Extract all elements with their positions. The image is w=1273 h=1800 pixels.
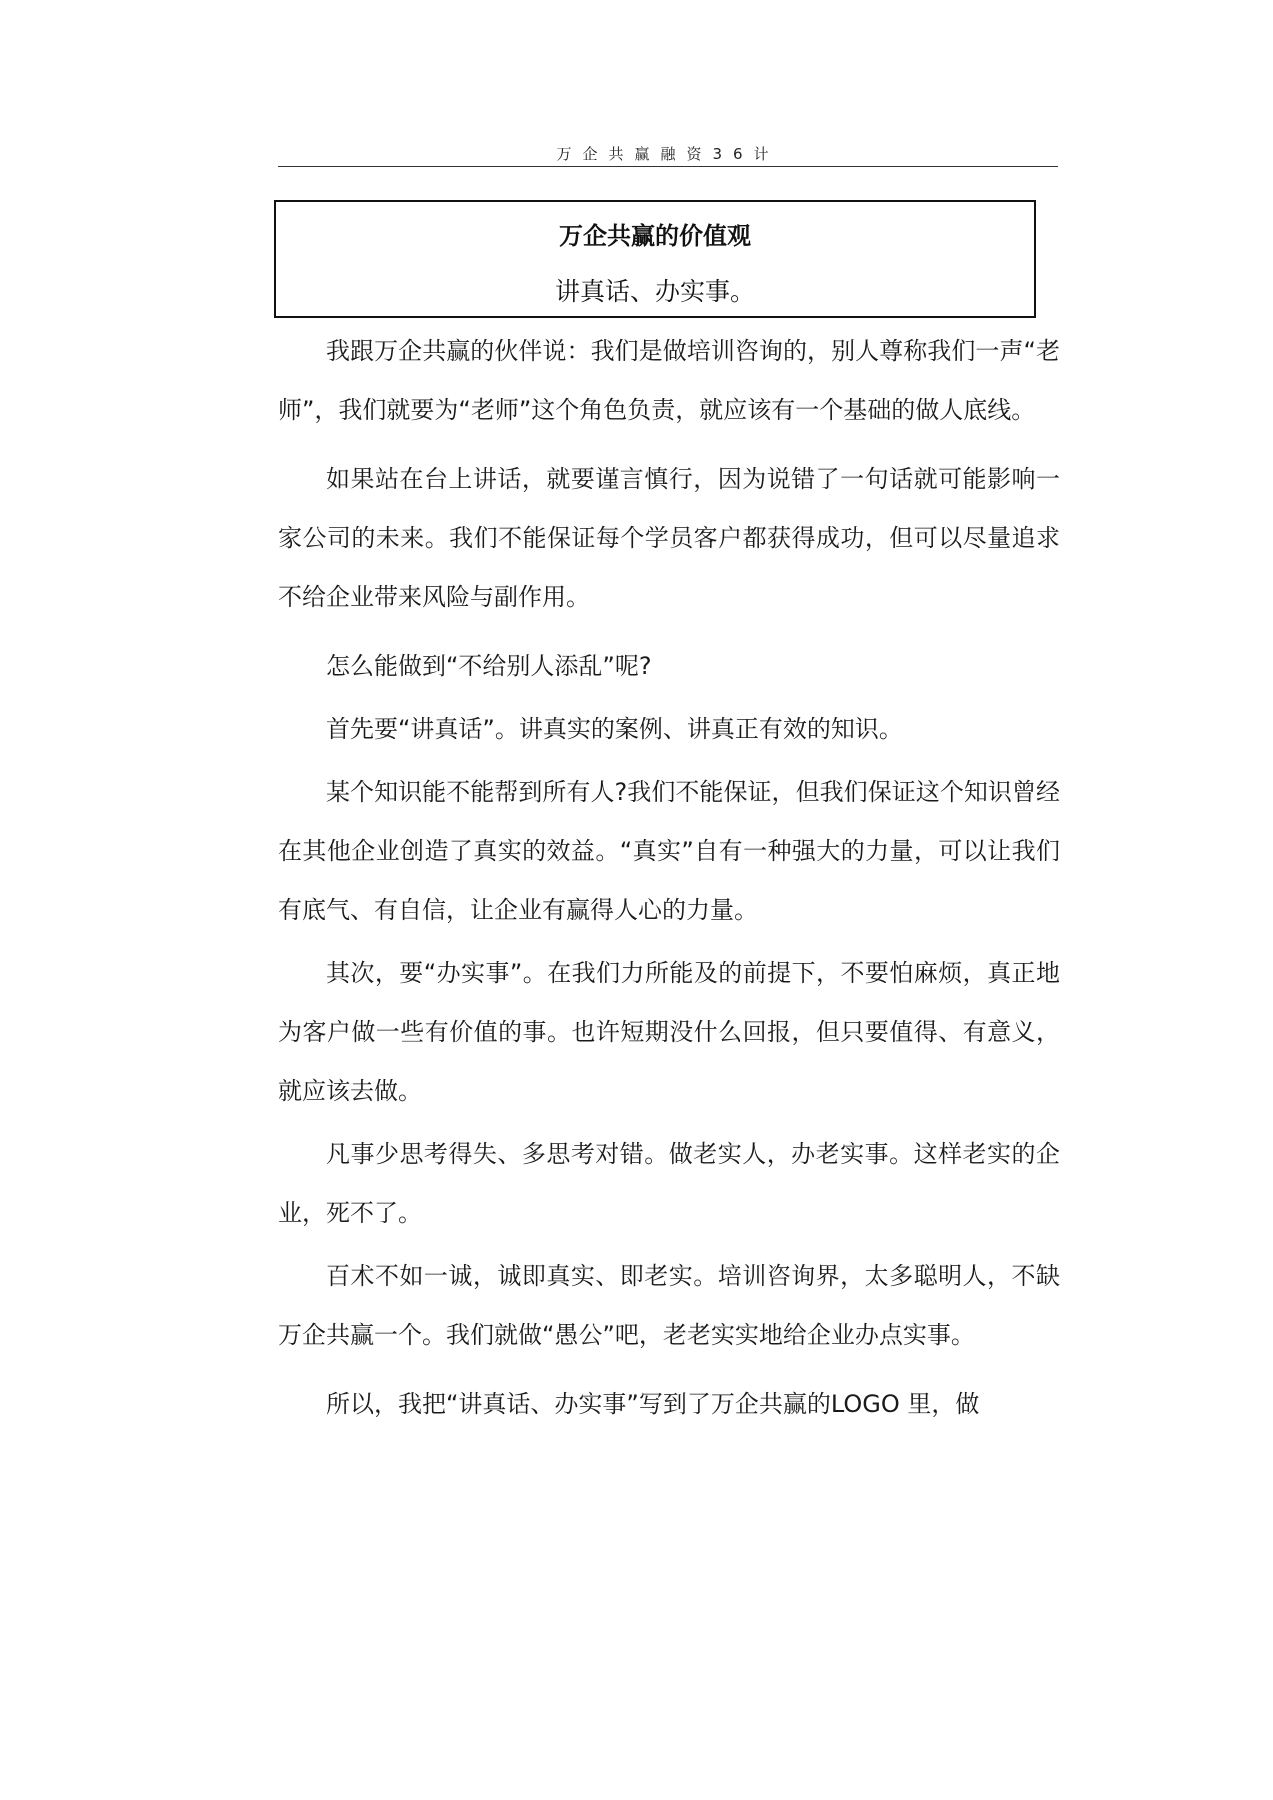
paragraph: 凡事少思考得失、多思考对错。做老实人，办老实事。这样老实的企业，死不了。	[278, 1140, 1060, 1227]
paragraph: 如果站在台上讲话，就要谨言慎行，因为说错了一句话就可能影响一家公司的未来。我们不能保证每个学员客户都获得成功，但可以尽量追求不给企业带来风险与副作用。	[278, 465, 1060, 611]
title-box	[274, 200, 1036, 318]
paragraph: 其次，要“办实事”。在我们力所能及的前提下，不要怕麻烦，真正地为客户做一些有价值的事。也许短期没什么回报，但只要值得、有意义，就应该去做。	[278, 959, 1060, 1105]
running-header: 万企共赢融资36计	[556, 145, 780, 163]
box-title: 万企共赢的价值观	[559, 222, 751, 250]
paragraph: 百术不如一诚，诚即真实、即老实。培训咨询界，太多聪明人，不缺万企共赢一个。我们就做“愚公”吧，老老实实地给企业办点实事。	[278, 1262, 1060, 1349]
paragraph: 我跟万企共赢的伙伴说：我们是做培训咨询的，别人尊称我们一声“老师”，我们就要为“老师”这个角色负责，就应该有一个基础的做人底线。	[278, 337, 1060, 424]
box-subtitle: 讲真话、办实事。	[554, 277, 755, 306]
paragraph: 某个知识能不能帮到所有人?我们不能保证，但我们保证这个知识曾经在其他企业创造了真实的效益。“真实”自有一种强大的力量，可以让我们有底气、有自信，让企业有赢得人心的力量。	[278, 778, 1060, 924]
paragraph: 首先要“讲真话”。讲真实的案例、讲真正有效的知识。	[326, 715, 903, 743]
paragraph: 怎么能做到“不给别人添乱”呢?	[326, 652, 652, 680]
header-rule	[278, 166, 1058, 167]
body-text	[278, 322, 1060, 1438]
paragraph: 所以，我把“讲真话、办实事”写到了万企共赢的LOGO 里，做	[326, 1390, 980, 1418]
